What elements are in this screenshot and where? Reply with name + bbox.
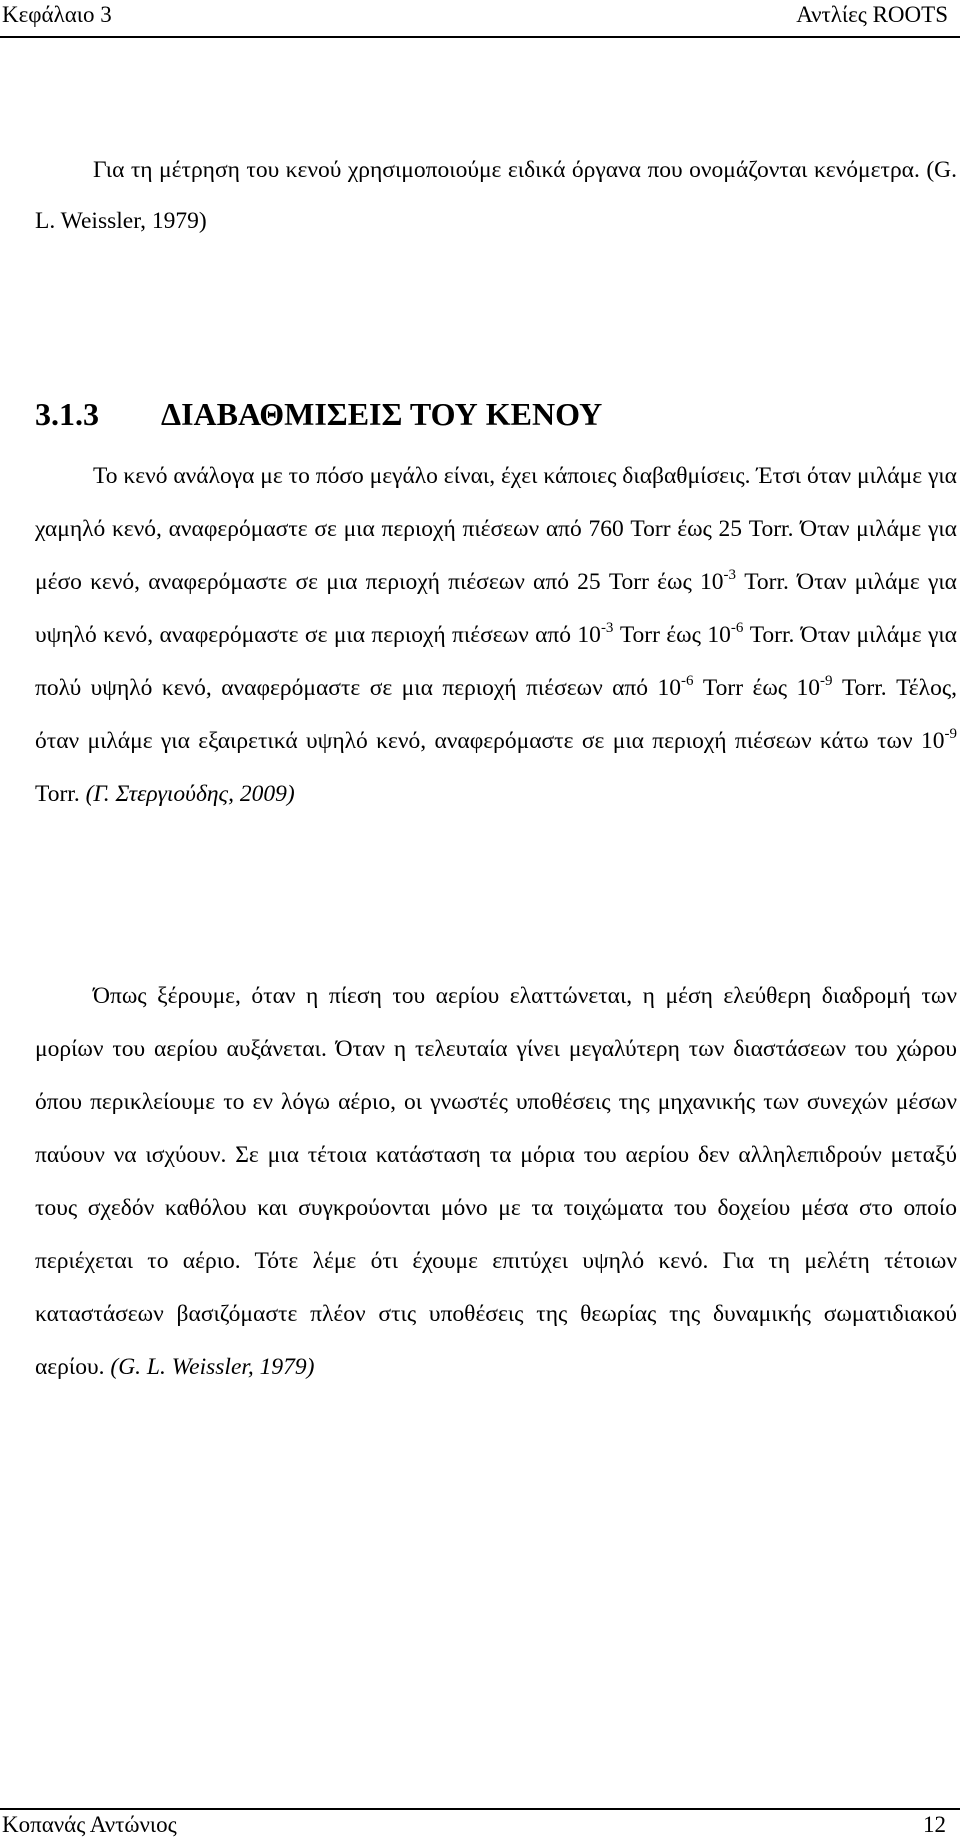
grades-text-7: Torr. xyxy=(35,781,80,807)
chapter-title: Αντλίες ROOTS xyxy=(796,2,948,27)
mfp-citation: (G. L. Weissler, 1979) xyxy=(110,1354,315,1380)
intro-paragraph xyxy=(35,145,957,247)
vacuum-grades-paragraph xyxy=(35,450,957,821)
page-footer xyxy=(0,1808,960,1835)
exponent-1: -3 xyxy=(723,567,737,583)
exponent-5: -9 xyxy=(820,673,833,689)
grades-text-1: Το κενό ανάλογα με το πόσο μεγάλο είναι, έχει κάποιες διαβαθμίσεις. Έτσι όταν μιλάμε για χαμηλό κενό, αναφερόμαστε σε μια περιοχή πιέσεων από 760 Torr έως 25 Torr. Όταν μιλάμε για μέσο κενό, αναφερόμαστε σε μια περιοχή πιέσεων από 25 Torr έως 10 xyxy=(35,463,957,595)
exponent-3: -6 xyxy=(730,620,744,636)
grades-text-5: Torr έως 10 xyxy=(693,675,821,701)
chapter-label: Κεφάλαιο 3 xyxy=(2,2,112,27)
mfp-text: Όπως ξέρουμε, όταν η πίεση του αερίου ελαττώνεται, η μέση ελεύθερη διαδρομή των μορίων του αερίου αυξάνεται. Όταν η τελευταία γίνει μεγαλύτερη των διαστάσεων του χώρου όπου περικλείουμε το εν λόγω αέριο, οι γνωστές υποθέσεις της μηχανικής των συνεχών μέσων παύουν να ισχύουν. Σε μια τέτοια κατάσταση τα μόρια του αερίου δεν αλληλεπιδρούν μεταξύ τους σχεδόν καθόλου και συγκρούονται μόνο με τα τοιχώματα του δοχείου μέσα στο οποίο περιέχεται το αέριο. Τότε λέμε ότι έχουμε επιτύχει υψηλό κενό. Για τη μελέτη τέτοιων καταστάσεων βασιζόμαστε πλέον στις υποθέσεις της θεωρίας της δυναμικής σωματιδιακού αερίου. xyxy=(35,983,957,1380)
exponent-2: -3 xyxy=(600,620,614,636)
intro-citation: (G. L. Weissler, 1979) xyxy=(35,157,958,234)
section-heading xyxy=(35,394,602,434)
author-name: Κοπανάς Αντώνιος xyxy=(2,1812,177,1837)
mean-free-path-paragraph xyxy=(35,970,957,1394)
exponent-4: -6 xyxy=(680,673,694,689)
grades-text-2: Torr. Όταν μιλάμε για υψηλό κενό, αναφερόμαστε σε μια περιοχή πιέσεων από 10 xyxy=(35,569,957,648)
page-header xyxy=(0,0,960,38)
section-title: ΔΙΑΒΑΘΜΙΣΕΙΣ ΤΟΥ ΚΕΝΟΥ xyxy=(161,396,603,432)
page-number: 12 xyxy=(923,1812,946,1837)
grades-text-4: Torr. Όταν μιλάμε για πολύ υψηλό κενό, αναφερόμαστε σε μια περιοχή πιέσεων από 10 xyxy=(35,622,957,701)
grades-text-3: Torr έως 10 xyxy=(613,622,731,648)
section-number: 3.1.3 xyxy=(35,396,99,432)
grades-text-6: Torr. Τέλος, όταν μιλάμε για εξαιρετικά υψηλό κενό, αναφερόμαστε σε μια περιοχή πιέσεων κάτω των 10 xyxy=(35,675,958,754)
exponent-6: -9 xyxy=(944,726,957,742)
intro-text: Για τη μέτρηση του κενού χρησιμοποιούμε ειδικά όργανα που ονομάζονται κενόμετρα. xyxy=(93,157,920,183)
grades-citation: (Γ. Στεργιούδης, 2009) xyxy=(85,781,295,807)
